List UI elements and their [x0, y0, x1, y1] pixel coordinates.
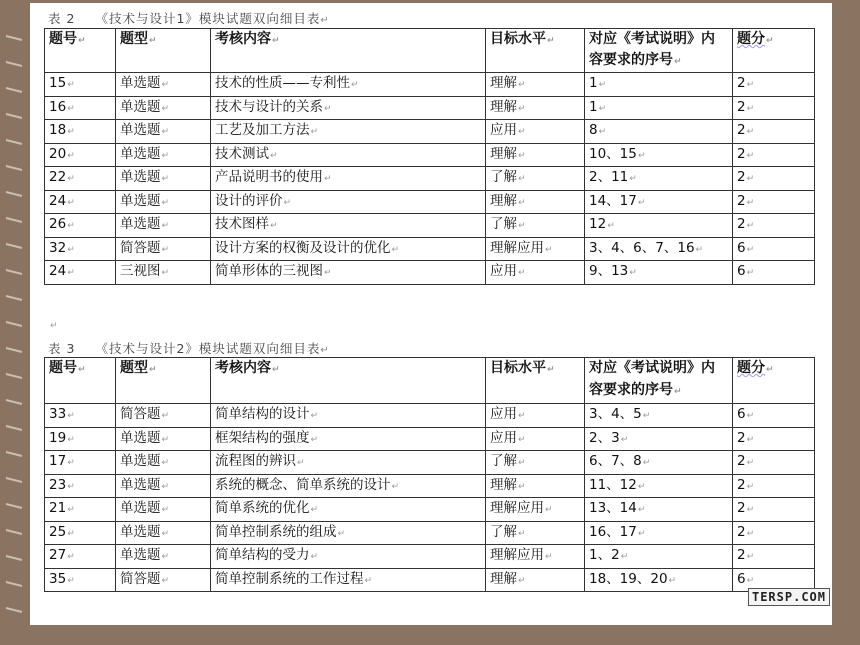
cell-type: 单选题↵	[116, 167, 211, 191]
cell-type: 单选题↵	[116, 214, 211, 238]
cell-content: 技术测试↵	[211, 143, 486, 167]
cell-score: 6↵	[733, 404, 815, 428]
table3-title: 《技术与设计2》模块试题双向细目表	[95, 341, 321, 356]
cell-score: 2↵	[733, 143, 815, 167]
table-row	[45, 73, 815, 97]
cell-reference: 16、17↵	[585, 521, 733, 545]
cell-level: 理解↵	[486, 568, 585, 592]
cell-content: 流程图的辨识↵	[211, 451, 486, 475]
cell-type: 单选题↵	[116, 190, 211, 214]
cell-level: 理解应用↵	[486, 237, 585, 261]
header-reference: 对应《考试说明》内容要求的序号↵	[585, 358, 733, 404]
cell-level: 了解↵	[486, 214, 585, 238]
header-number: 题号↵	[45, 29, 116, 73]
paragraph-mark: ↵	[50, 321, 58, 331]
table-row	[45, 474, 815, 498]
table-row	[45, 96, 815, 120]
cell-reference: 12↵	[585, 214, 733, 238]
table2-header-row	[45, 29, 815, 73]
cell-level: 应用↵	[486, 120, 585, 144]
table-row	[45, 521, 815, 545]
cell-number: 24↵	[45, 261, 116, 285]
cell-content: 设计方案的权衡及设计的优化↵	[211, 237, 486, 261]
cell-content: 简单控制系统的工作过程↵	[211, 568, 486, 592]
table3-header-row	[45, 358, 815, 404]
cell-reference: 2、11↵	[585, 167, 733, 191]
cell-score: 6↵	[733, 237, 815, 261]
cell-score: 2↵	[733, 521, 815, 545]
cell-content: 简单结构的受力↵	[211, 545, 486, 569]
paragraph-mark: ↵	[320, 345, 330, 356]
cell-number: 15↵	[45, 73, 116, 97]
cell-type: 单选题↵	[116, 96, 211, 120]
cell-content: 简单结构的设计↵	[211, 404, 486, 428]
cell-score: 2↵	[733, 190, 815, 214]
cell-level: 理解↵	[486, 143, 585, 167]
table-row	[45, 261, 815, 285]
cell-level: 了解↵	[486, 167, 585, 191]
cell-level: 理解应用↵	[486, 545, 585, 569]
cell-reference: 3、4、5↵	[585, 404, 733, 428]
cell-type: 单选题↵	[116, 427, 211, 451]
cell-type: 单选题↵	[116, 498, 211, 522]
cell-level: 应用↵	[486, 261, 585, 285]
cell-score: 2↵	[733, 427, 815, 451]
cell-type: 简答题↵	[116, 568, 211, 592]
table-row	[45, 545, 815, 569]
cell-type: 三视图↵	[116, 261, 211, 285]
cell-reference: 10、15↵	[585, 143, 733, 167]
table-row	[45, 143, 815, 167]
table3-caption	[48, 339, 330, 357]
cell-level: 理解↵	[486, 190, 585, 214]
cell-score: 2↵	[733, 214, 815, 238]
cell-content: 技术与设计的关系↵	[211, 96, 486, 120]
watermark-logo: TERSP.COM	[748, 588, 830, 606]
cell-score: 2↵	[733, 120, 815, 144]
cell-level: 理解↵	[486, 96, 585, 120]
cell-content: 简单形体的三视图↵	[211, 261, 486, 285]
cell-number: 25↵	[45, 521, 116, 545]
cell-type: 单选题↵	[116, 521, 211, 545]
cell-type: 单选题↵	[116, 120, 211, 144]
cell-reference: 8↵	[585, 120, 733, 144]
cell-reference: 1、2↵	[585, 545, 733, 569]
cell-number: 16↵	[45, 96, 116, 120]
cell-reference: 14、17↵	[585, 190, 733, 214]
cell-content: 简单系统的优化↵	[211, 498, 486, 522]
cell-content: 技术的性质——专利性↵	[211, 73, 486, 97]
cell-level: 理解应用↵	[486, 498, 585, 522]
cell-score: 2↵	[733, 545, 815, 569]
cell-number: 22↵	[45, 167, 116, 191]
table-row	[45, 427, 815, 451]
cell-number: 23↵	[45, 474, 116, 498]
table-row	[45, 190, 815, 214]
table-row	[45, 498, 815, 522]
table3	[44, 357, 815, 592]
cell-reference: 2、3↵	[585, 427, 733, 451]
cell-type: 单选题↵	[116, 143, 211, 167]
cell-reference: 1↵	[585, 73, 733, 97]
table-row	[45, 120, 815, 144]
header-content: 考核内容↵	[211, 358, 486, 404]
cell-content: 设计的评价↵	[211, 190, 486, 214]
cell-number: 19↵	[45, 427, 116, 451]
header-type: 题型↵	[116, 29, 211, 73]
table-row	[45, 214, 815, 238]
cell-number: 17↵	[45, 451, 116, 475]
table-row	[45, 568, 815, 592]
header-level: 目标水平↵	[486, 29, 585, 73]
cell-reference: 1↵	[585, 96, 733, 120]
cell-number: 18↵	[45, 120, 116, 144]
table2-caption	[48, 9, 330, 27]
header-type: 题型↵	[116, 358, 211, 404]
cell-score: 2↵	[733, 498, 815, 522]
table-row	[45, 237, 815, 261]
table2-number: 表 2	[48, 11, 76, 26]
cell-type: 简答题↵	[116, 404, 211, 428]
scrollbar-scratches	[0, 0, 30, 645]
cell-number: 27↵	[45, 545, 116, 569]
header-level: 目标水平↵	[486, 358, 585, 404]
table2-title: 《技术与设计1》模块试题双向细目表	[95, 11, 321, 26]
cell-type: 单选题↵	[116, 545, 211, 569]
paragraph-mark: ↵	[320, 15, 330, 26]
cell-level: 了解↵	[486, 451, 585, 475]
cell-number: 24↵	[45, 190, 116, 214]
table3-number: 表 3	[48, 341, 76, 356]
cell-reference: 13、14↵	[585, 498, 733, 522]
cell-score: 6↵	[733, 568, 815, 592]
header-score: 题分↵	[733, 29, 815, 73]
cell-level: 应用↵	[486, 427, 585, 451]
cell-content: 简单控制系统的组成↵	[211, 521, 486, 545]
cell-number: 20↵	[45, 143, 116, 167]
cell-reference: 3、4、6、7、16↵	[585, 237, 733, 261]
cell-content: 系统的概念、简单系统的设计↵	[211, 474, 486, 498]
cell-type: 单选题↵	[116, 474, 211, 498]
cell-content: 技术图样↵	[211, 214, 486, 238]
cell-level: 理解↵	[486, 474, 585, 498]
cell-type: 单选题↵	[116, 73, 211, 97]
header-number: 题号↵	[45, 358, 116, 404]
table-row	[45, 167, 815, 191]
cell-score: 2↵	[733, 73, 815, 97]
header-score: 题分↵	[733, 358, 815, 404]
header-reference: 对应《考试说明》内容要求的序号↵	[585, 29, 733, 73]
cell-number: 35↵	[45, 568, 116, 592]
cell-score: 6↵	[733, 261, 815, 285]
cell-content: 框架结构的强度↵	[211, 427, 486, 451]
cell-score: 2↵	[733, 167, 815, 191]
cell-score: 2↵	[733, 474, 815, 498]
header-content: 考核内容↵	[211, 29, 486, 73]
cell-reference: 11、12↵	[585, 474, 733, 498]
cell-level: 理解↵	[486, 73, 585, 97]
cell-number: 26↵	[45, 214, 116, 238]
cell-level: 了解↵	[486, 521, 585, 545]
cell-number: 33↵	[45, 404, 116, 428]
cell-number: 32↵	[45, 237, 116, 261]
table-row	[45, 404, 815, 428]
table-row	[45, 451, 815, 475]
cell-type: 简答题↵	[116, 237, 211, 261]
table2	[44, 28, 815, 285]
cell-content: 工艺及加工方法↵	[211, 120, 486, 144]
cell-score: 2↵	[733, 451, 815, 475]
cell-type: 单选题↵	[116, 451, 211, 475]
cell-level: 应用↵	[486, 404, 585, 428]
cell-reference: 6、7、8↵	[585, 451, 733, 475]
cell-content: 产品说明书的使用↵	[211, 167, 486, 191]
cell-reference: 9、13↵	[585, 261, 733, 285]
cell-score: 2↵	[733, 96, 815, 120]
cell-reference: 18、19、20↵	[585, 568, 733, 592]
document-page	[30, 3, 832, 625]
cell-number: 21↵	[45, 498, 116, 522]
